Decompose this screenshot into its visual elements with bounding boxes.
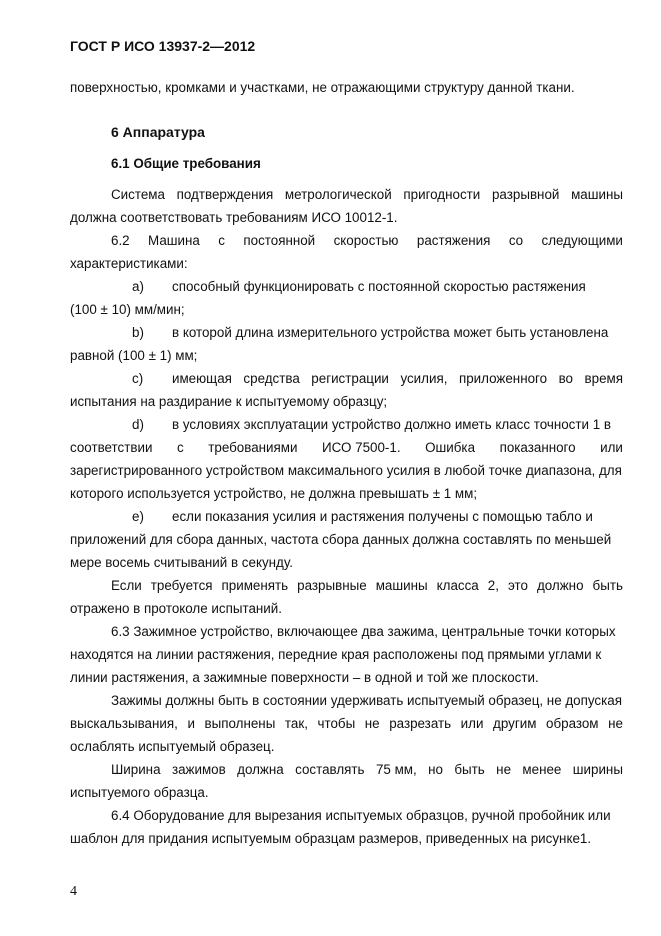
word: так, (284, 716, 308, 731)
word: машины (571, 187, 623, 202)
item-d-text: в условиях эксплуатации устройство должно иметь класс точности 1 в (172, 417, 611, 432)
item-d-marker: d) (132, 417, 144, 432)
word: усилия, (400, 371, 448, 386)
word: Ошибка (425, 440, 476, 455)
word: постоянной (243, 233, 316, 248)
p64-line2: шаблон для придания испытуемым образцам размеров, приведенных на рисунке1. (70, 831, 592, 846)
p-clamps-line3: ослаблять испытуемый образец. (70, 739, 275, 754)
word: должна (237, 762, 284, 777)
word: имеющая (172, 371, 232, 386)
word: машины (375, 578, 428, 593)
section-6-title: 6 Аппаратура (111, 124, 205, 140)
intro-continuation: поверхностью, кромками и участками, не отражающими структуру данной ткани. (70, 80, 575, 95)
word: регистрации (311, 371, 389, 386)
p63-line2: находятся на линии растяжения, передние края расположены под прямыми углами к (70, 647, 602, 662)
p63-line1: 6.3 Зажимное устройство, включающее два зажима, центральные точки которых (111, 624, 616, 639)
word: метрологической (284, 187, 392, 202)
word: с (218, 233, 225, 248)
word: Машина (148, 233, 200, 248)
p-class2-line2: отражено в протоколе испытаний. (70, 601, 282, 616)
word: выскальзывания, (70, 716, 178, 731)
word: быть (592, 578, 623, 593)
item-c-text (172, 371, 623, 387)
word: требуется (150, 578, 213, 593)
word: соответствии (70, 440, 153, 455)
word: быть (454, 762, 485, 777)
document-header: ГОСТ Р ИСО 13937-2—2012 (70, 38, 256, 54)
word: во (558, 371, 574, 386)
page-number: 4 (70, 884, 77, 899)
word: образом (546, 716, 599, 731)
word: применять (221, 578, 289, 593)
word: другим (493, 716, 537, 731)
item-d-line4: которого используется устройство, не должна превышать ± 1 мм; (70, 486, 478, 501)
word: время (584, 371, 623, 386)
word: приложенного (458, 371, 548, 386)
word: ширины (572, 762, 623, 777)
word: не (496, 762, 512, 777)
word: менее (522, 762, 562, 777)
word: должно (536, 578, 584, 593)
p63-line3: линии растяжения, а зажимные поверхности – в одной и той же плоскости. (70, 670, 539, 685)
word: или (460, 716, 484, 731)
item-e-text: если показания усилия и растяжения получены с помощью табло и (172, 509, 593, 524)
word: растяжения (416, 233, 491, 248)
item-e-line3: мере восемь считываний в секунду. (70, 555, 293, 570)
p64-line1: 6.4 Оборудование для вырезания испытуемых образцов, ручной пробойник или (111, 808, 611, 823)
word: класса (436, 578, 479, 593)
word: 75 мм, (375, 762, 417, 777)
word: Ширина (111, 762, 161, 777)
item-b-text: в которой длина измерительного устройства может быть установлена (172, 325, 609, 340)
word: разрывной (491, 187, 560, 202)
word: или (600, 440, 623, 455)
word: разрезать (389, 716, 452, 731)
item-a-text: способный функционировать с постоянной скоростью растяжения (172, 279, 586, 294)
p61-line1 (111, 187, 623, 203)
item-e-marker: e) (132, 509, 144, 524)
word: 2, (487, 578, 499, 593)
word: 6.2 (111, 233, 130, 248)
word: зажимов (171, 762, 226, 777)
item-b-cont: равной (100 ± 1) мм; (70, 348, 198, 363)
item-c-marker: c) (132, 371, 144, 386)
item-e-line2: приложений для сбора данных, частота сбора данных должна составлять по меньшей (70, 532, 612, 547)
p-clamps-line2 (70, 716, 623, 732)
word: это (507, 578, 528, 593)
word: и (187, 716, 195, 731)
word: составлять (295, 762, 365, 777)
item-a-cont: (100 ± 10) мм/мин; (70, 302, 185, 317)
section-6-1-title: 6.1 Общие требования (111, 156, 261, 171)
word: скоростью (333, 233, 399, 248)
word: показанного (499, 440, 576, 455)
word: выполнены (204, 716, 276, 731)
word: пригодности (403, 187, 481, 202)
word: Если (111, 578, 142, 593)
word: подтверждения (176, 187, 274, 202)
item-d-line3: зарегистрированного устройством максимального усилия в любой точке диапазона, для (70, 463, 622, 478)
word: не (608, 716, 623, 731)
word: ИСО 7500-1. (322, 440, 401, 455)
word: Система (111, 187, 165, 202)
item-d-line2 (70, 440, 623, 456)
p62-line2: характеристиками: (70, 256, 188, 271)
p61-line2: должна соответствовать требованиям ИСО 10012-1. (70, 210, 398, 225)
word: чтобы (317, 716, 356, 731)
word: но (428, 762, 443, 777)
p62-line1 (111, 233, 623, 249)
p-clamps-line1: Зажимы должны быть в состоянии удерживать испытуемый образец, не допуская (111, 693, 622, 708)
word: с (176, 440, 184, 455)
word: разрывные (297, 578, 367, 593)
word: не (364, 716, 380, 731)
item-c-cont: испытания на раздирание к испытуемому образцу; (70, 394, 388, 409)
word: со (508, 233, 524, 248)
word: средства (243, 371, 300, 386)
p-width-line1 (111, 762, 623, 778)
p-width-line2: испытуемого образца. (70, 785, 209, 800)
item-a-marker: a) (132, 279, 144, 294)
item-b-marker: b) (132, 325, 144, 340)
word: следующими (541, 233, 623, 248)
word: требованиями (208, 440, 298, 455)
p-class2-line1 (111, 578, 623, 594)
